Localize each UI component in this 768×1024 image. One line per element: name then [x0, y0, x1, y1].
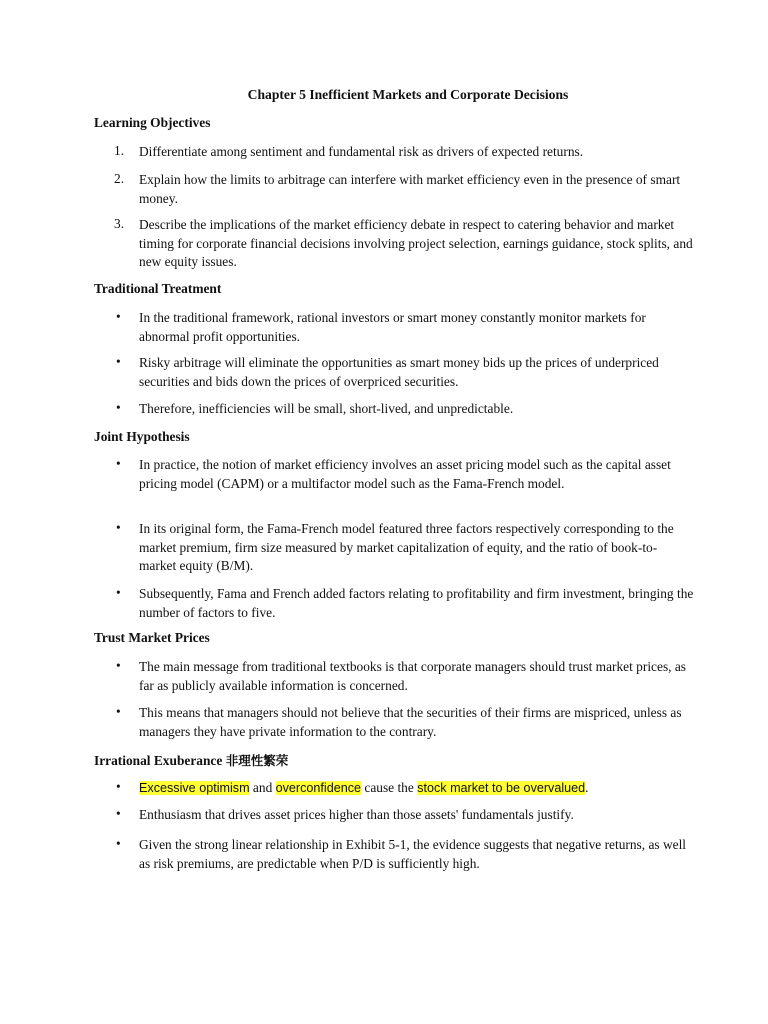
list-item: [94, 585, 694, 622]
bullet-marker: •: [116, 585, 121, 600]
section-heading-traditional-treatment: Traditional Treatment: [94, 281, 222, 296]
highlighted-text: overconfidence: [275, 781, 362, 795]
list-item-text: Therefore, inefficiencies will be small, short-lived, and unpredictable.: [139, 401, 514, 416]
list-item: [94, 143, 694, 162]
list-item-text: Explain how the limits to arbitrage can interfere with market efficiency even in the presence of smart money.: [139, 172, 681, 206]
heading-text: Irrational Exuberance: [94, 753, 223, 768]
plain-text: .: [585, 780, 589, 795]
list-marker: 3.: [114, 216, 125, 231]
bullet-marker: •: [116, 309, 121, 324]
heading-cjk-text: 非理性繁荣: [225, 753, 289, 768]
page-title: Chapter 5 Inefficient Markets and Corporate Decisions: [247, 87, 569, 102]
list-item: [94, 456, 694, 493]
section-heading-joint-hypothesis: Joint Hypothesis: [94, 429, 190, 444]
section-heading-irrational-exuberance: [94, 751, 288, 769]
list-item: [94, 400, 694, 419]
bullet-marker: •: [116, 354, 121, 369]
list-item: [94, 836, 694, 873]
list-item-text: Describe the implications of the market efficiency debate in respect to catering behavior and market timing for corporate financial decisions involving project selection, earnings guidance, stock splits, and new equity issues.: [139, 217, 693, 269]
bullet-marker: •: [116, 456, 121, 471]
bullet-marker: •: [116, 658, 121, 673]
bullet-marker: •: [116, 400, 121, 415]
highlighted-text: Excessive optimism: [139, 781, 250, 795]
list-item: [94, 806, 694, 825]
list-marker: 1.: [114, 143, 125, 158]
list-item: [94, 779, 694, 798]
list-item-text: The main message from traditional textbooks is that corporate managers should trust market prices, as far as publicly available information is concerned.: [139, 659, 687, 693]
bullet-marker: •: [116, 836, 121, 851]
list-item-text: [139, 779, 694, 798]
bullet-marker: •: [116, 806, 121, 821]
list-item: [94, 354, 694, 391]
plain-text: and: [249, 780, 276, 795]
list-item-text: This means that managers should not believe that the securities of their firms are mispriced, unless as managers they have private information to the contrary.: [139, 705, 682, 739]
bullet-marker: •: [116, 520, 121, 535]
list-item-text: Differentiate among sentiment and fundamental risk as drivers of expected returns.: [139, 144, 584, 159]
list-item: [94, 520, 694, 576]
bullet-marker: •: [116, 704, 121, 719]
list-item-text: Subsequently, Fama and French added factors relating to profitability and firm investment, bringing the number of factors to five.: [139, 586, 694, 620]
list-item: [94, 309, 694, 346]
list-item-text: In its original form, the Fama-French model featured three factors respectively corresponding to the market premium, firm size measured by market capitalization of equity, and the ratio of book-to-market equity (B/M).: [139, 521, 674, 573]
list-item: [94, 658, 694, 695]
list-item: [94, 704, 694, 741]
list-item-text: Given the strong linear relationship in Exhibit 5-1, the evidence suggests that negative returns, as well as risk premiums, are predictable when P/D is sufficiently high.: [139, 837, 687, 871]
list-item-text: Enthusiasm that drives asset prices higher than those assets' fundamentals justify.: [139, 807, 574, 822]
list-item: [94, 171, 694, 208]
bullet-marker: •: [116, 779, 121, 794]
plain-text: cause the: [361, 780, 418, 795]
list-item: [94, 216, 694, 272]
list-item-text: In practice, the notion of market efficiency involves an asset pricing model such as the capital asset pricing model (CAPM) or a multifactor model such as the Fama-French model.: [139, 457, 671, 491]
list-item-text: Risky arbitrage will eliminate the opportunities as smart money bids up the prices of underpriced securities and bids down the prices of overpriced securities.: [139, 355, 659, 389]
list-marker: 2.: [114, 171, 125, 186]
section-heading-trust-market-prices: Trust Market Prices: [94, 630, 210, 645]
list-item-text: In the traditional framework, rational investors or smart money constantly monitor markets for abnormal profit opportunities.: [139, 310, 646, 344]
section-heading-learning-objectives: Learning Objectives: [94, 115, 211, 130]
highlighted-text: stock market to be overvalued: [417, 781, 586, 795]
